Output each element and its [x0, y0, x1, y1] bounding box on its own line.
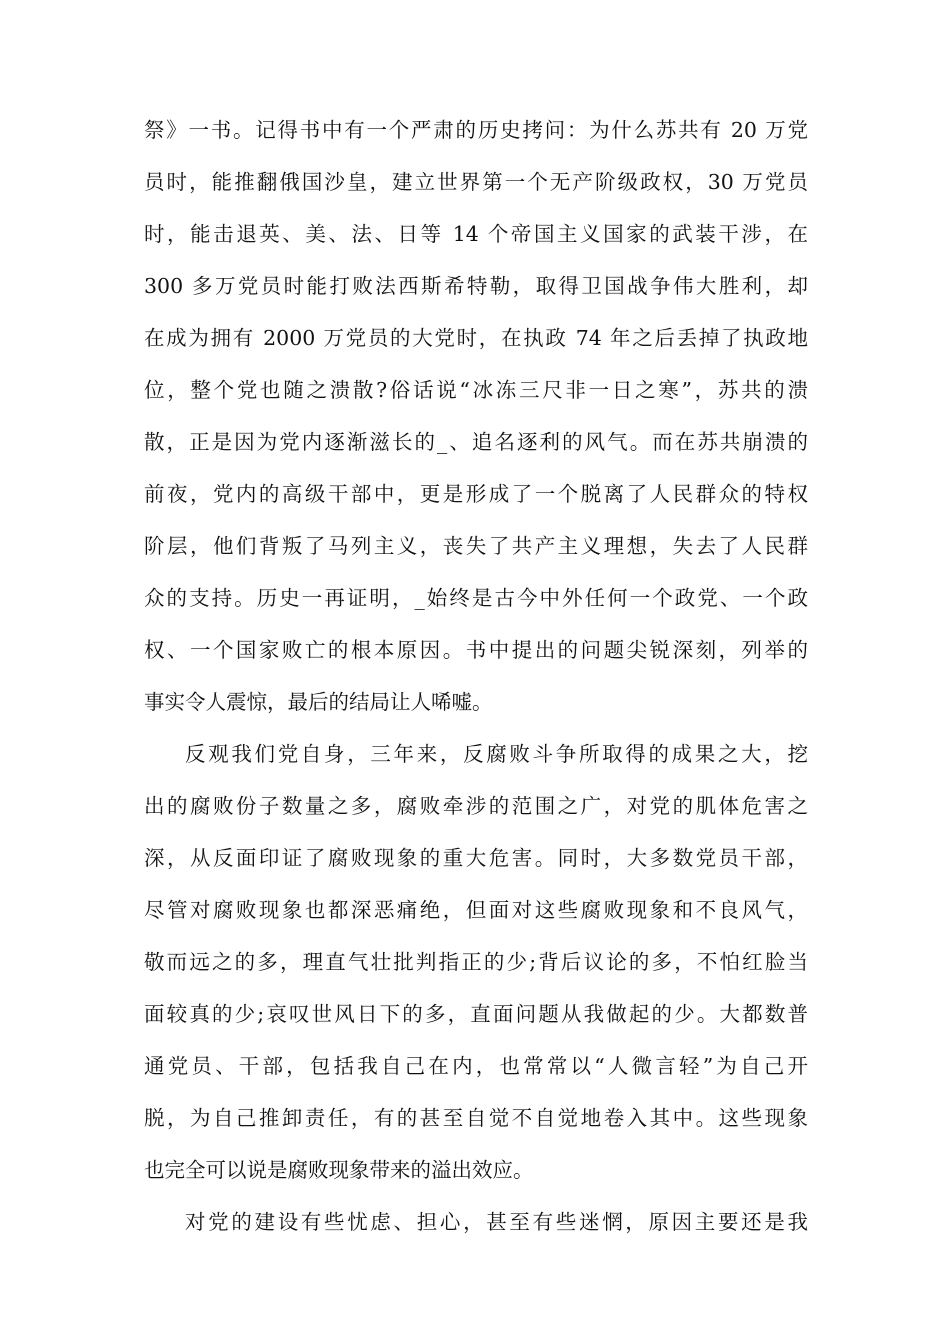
text-line: 出的腐败份子数量之多，腐败牵涉的范围之广，对党的肌体危害之	[144, 794, 808, 818]
text-line: 时，能击退英、美、法、日等 14 个帝国主义国家的武装干涉，在	[144, 222, 808, 246]
text-line: 事实令人震惊，最后的结局让人唏嘘。	[144, 690, 493, 714]
text-line: 众的支持。历史一再证明，_始终是古今中外任何一个政党、一个政	[144, 586, 808, 610]
text-line: 脱，为自己推卸责任，有的甚至自觉不自觉地卷入其中。这些现象	[144, 1106, 808, 1130]
text-line: 在成为拥有 2000 万党员的大党时，在执政 74 年之后丢掉了执政地	[144, 326, 808, 350]
paragraph-party-building	[144, 1196, 808, 1248]
text-line: 反观我们党自身，三年来，反腐败斗争所取得的成果之大，挖	[185, 742, 808, 766]
text-line: 权、一个国家败亡的根本原因。书中提出的问题尖锐深刻，列举的	[144, 638, 808, 662]
text-line: 员时，能推翻俄国沙皇，建立世界第一个无产阶级政权，30 万党员	[144, 170, 808, 194]
text-line: 通党员、干部，包括我自己在内，也常常以“人微言轻”为自己开	[144, 1054, 808, 1078]
text-line: 散，正是因为党内逐渐滋长的_、追名逐利的风气。而在苏共崩溃的	[144, 430, 808, 454]
text-line: 阶层，他们背叛了马列主义，丧失了共产主义理想，失去了人民群	[144, 534, 808, 558]
text-line: 前夜，党内的高级干部中，更是形成了一个脱离了人民群众的特权	[144, 482, 808, 506]
text-line: 面较真的少;哀叹世风日下的多，直面问题从我做起的少。大都数普	[144, 1002, 808, 1026]
text-line: 位，整个党也随之溃散?俗话说“冰冻三尺非一日之寒”，苏共的溃	[144, 378, 808, 402]
paragraph-soviet-history	[144, 104, 808, 728]
paragraph-self-reflection	[144, 728, 808, 1196]
text-line: 尽管对腐败现象也都深恶痛绝，但面对这些腐败现象和不良风气，	[144, 898, 808, 922]
text-line: 深，从反面印证了腐败现象的重大危害。同时，大多数党员干部，	[144, 846, 808, 870]
document-body	[144, 104, 808, 1248]
text-line: 敬而远之的多，理直气壮批判指正的少;背后议论的多，不怕红脸当	[144, 950, 808, 974]
text-line: 也完全可以说是腐败现象带来的溢出效应。	[144, 1158, 534, 1182]
text-line: 300 多万党员时能打败法西斯希特勒，取得卫国战争伟大胜利，却	[144, 274, 808, 298]
text-line: 祭》一书。记得书中有一个严肃的历史拷问：为什么苏共有 20 万党	[144, 118, 808, 142]
text-line: 对党的建设有些忧虑、担心，甚至有些迷惘，原因主要还是我	[185, 1210, 808, 1234]
